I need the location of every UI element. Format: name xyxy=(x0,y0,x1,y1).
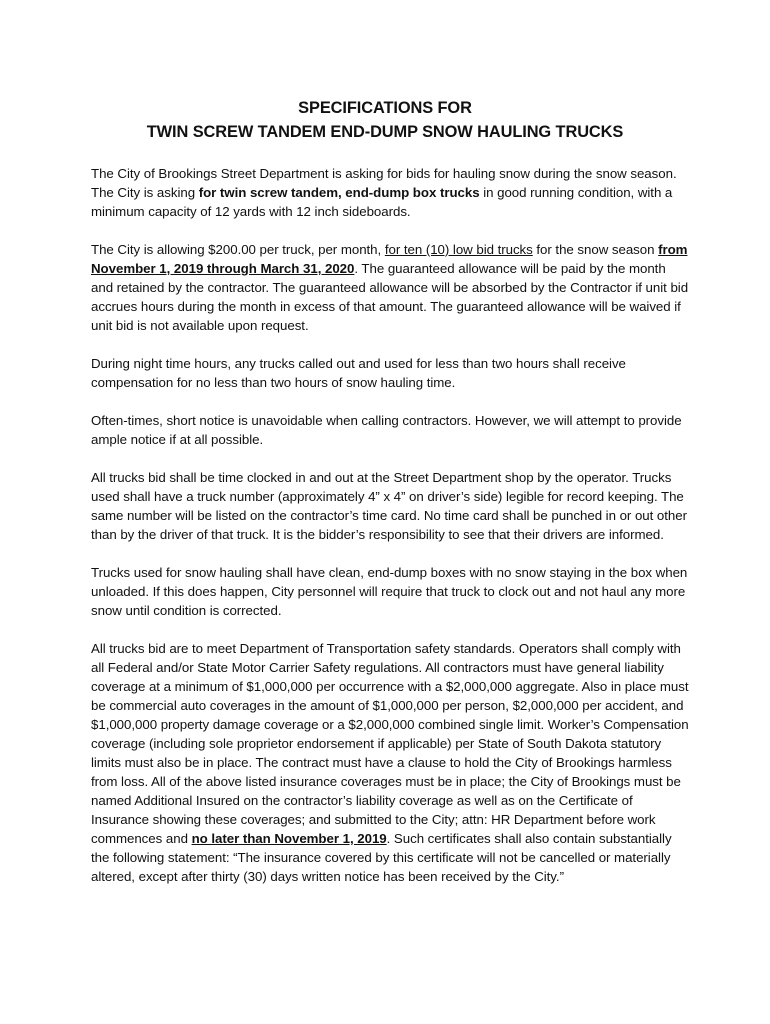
p7-deadline: no later than November 1, 2019 xyxy=(191,831,387,846)
paragraph-night-hours: During night time hours, any trucks called out and used for less than two hours shall receive compensation for no less than two hours of snow hauling time. xyxy=(91,356,626,390)
p7-text-a: All trucks bid are to meet Department of Transportation safety standards. Operators shall comply with all Federal and/or State Motor Carrier Safety regulations. All contractors must have general liability coverage at a minimum of $1,000,000 per occurrence with a $2,000,000 aggregate. Also in place must be commercial auto coverages in the amount of $1,000,000 per person, $2,000,000 per accident, and $1,000,000 property damage coverage or a $2,000,000 combined single limit. Worker’s Compensation coverage (including sole proprietor endorsement if applicable) per State of South Dakota statutory limits must also be in place. The contract must have a clause to hold the City of Brookings harmless from loss. All of the above listed insurance coverages must be in place; the City of Brookings must be named Additional Insured on the contractor’s liability coverage as well as on the Certificate of Insurance showing these coverages; and submitted to the City; attn: HR Department before work commences and xyxy=(91,641,689,846)
paragraph-allowance xyxy=(91,240,691,335)
p1-text-c: in good running condition, with a minimum capacity of 12 yards with 12 inch sideboards. xyxy=(91,185,673,219)
p2-text-c: for the snow season xyxy=(532,242,659,257)
p2-underline-low-bid: for ten (10) low bid trucks xyxy=(384,242,533,257)
p1-bold-truck-type: for twin screw tandem, end-dump box trucks xyxy=(198,185,480,200)
title-line-1: SPECIFICATIONS FOR xyxy=(298,99,472,117)
p2-text-e: . The guaranteed allowance will be paid by the month and retained by the contractor. The guaranteed allowance will be absorbed by the Contractor if unit bid accrues hours during the month in excess of that amount. The guaranteed allowance will be waived if unit bid is not available upon request. xyxy=(91,261,689,333)
paragraph-bid-request xyxy=(91,164,691,221)
paragraph-time-clock: All trucks bid shall be time clocked in and out at the Street Department shop by the operator. Trucks used shall have a truck number (approximately 4” x 4” on driver’s side) legible for record keeping. The same number will be listed on the contractor’s time card. No time card shall be punched in or out other than by the driver of that truck. It is the bidder’s responsibility to see that their drivers are informed. xyxy=(91,470,687,542)
p7-text-c: . Such certificates shall also contain substantially the following statement: “The insurance covered by this certificate will not be cancelled or materially altered, except after thirty (30) days written notice has been received by the City.” xyxy=(91,831,672,884)
title-line-2: TWIN SCREW TANDEM END-DUMP SNOW HAULING TRUCKS xyxy=(146,123,624,141)
paragraph-clean-boxes: Trucks used for snow hauling shall have clean, end-dump boxes with no snow staying in the box when unloaded. If this does happen, City personnel will require that truck to clock out and not haul any more snow until condition is corrected. xyxy=(91,565,688,618)
p2-text-a: The City is allowing $200.00 per truck, per month, xyxy=(91,242,385,257)
paragraph-short-notice: Often-times, short notice is unavoidable when calling contractors. However, we will attempt to provide ample notice if at all possible. xyxy=(91,413,682,447)
p1-text-a: The City of Brookings Street Department is asking for bids for hauling snow during the snow season. The City is asking xyxy=(91,166,677,200)
document-title xyxy=(0,96,770,144)
p2-season-dates: from November 1, 2019 through March 31, 2020 xyxy=(91,242,688,276)
paragraph-insurance xyxy=(91,639,691,886)
document-body xyxy=(91,164,691,905)
